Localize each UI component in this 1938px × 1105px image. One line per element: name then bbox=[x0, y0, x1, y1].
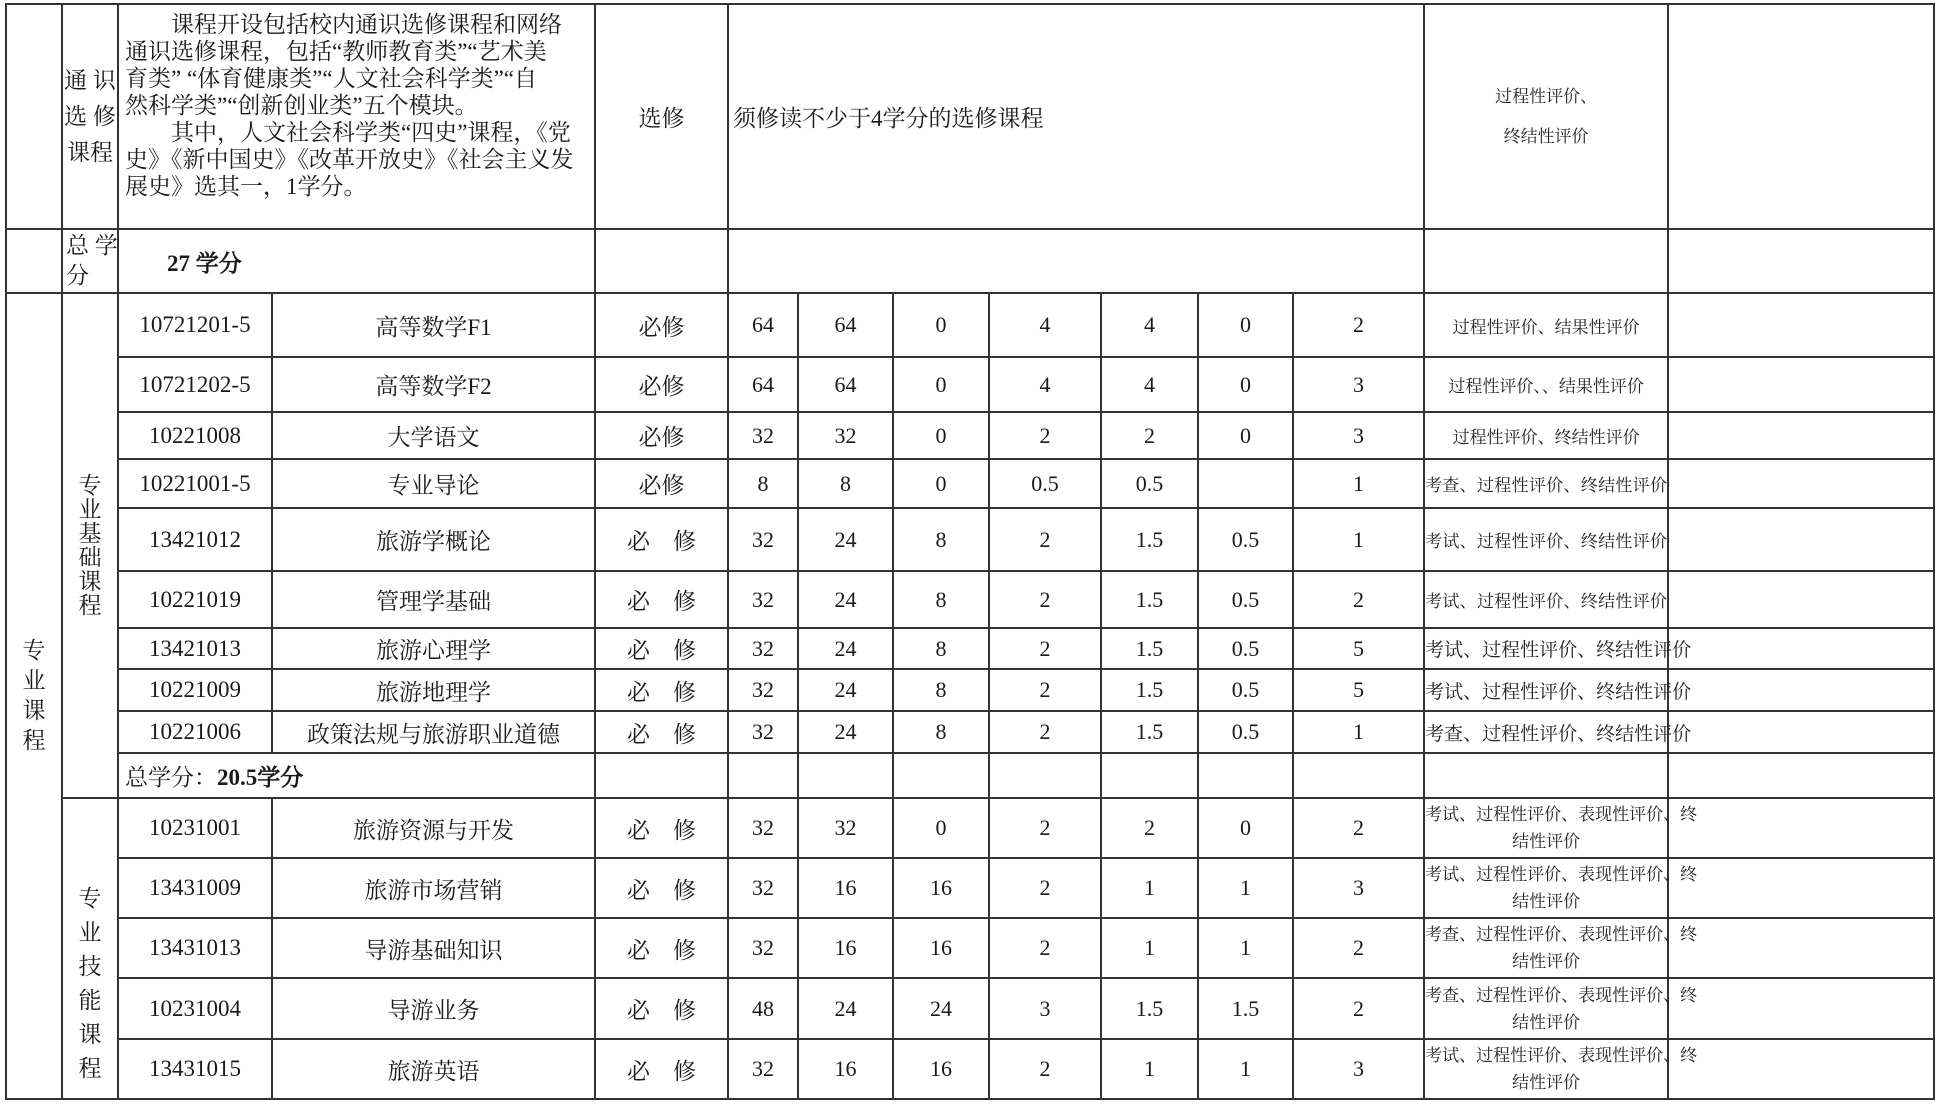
remark-cell bbox=[1668, 4, 1934, 229]
hours-theory: 64 bbox=[798, 293, 893, 357]
course-name: 高等数学F2 bbox=[272, 357, 595, 412]
credits-theory: 1.5 bbox=[1101, 628, 1198, 669]
hours-total: 64 bbox=[728, 293, 798, 357]
empty-cell bbox=[989, 753, 1101, 798]
evaluation-cell: 考试、过程性评价、表现性评价、终 结性评价 bbox=[1424, 1039, 1668, 1099]
credits-practice: 0 bbox=[1198, 357, 1293, 412]
hours-total: 32 bbox=[728, 628, 798, 669]
course-name: 旅游学概论 bbox=[272, 508, 595, 571]
remark-cell bbox=[1668, 628, 1934, 669]
course-name: 旅游地理学 bbox=[272, 669, 595, 711]
course-code: 13431015 bbox=[118, 1039, 272, 1099]
course-row bbox=[6, 711, 1934, 753]
credits-practice: 1.5 bbox=[1198, 978, 1293, 1039]
evaluation-cell: 考试、过程性评价、终结性评价 bbox=[1424, 628, 1668, 669]
semester: 1 bbox=[1293, 459, 1424, 508]
remark-cell bbox=[1668, 753, 1934, 798]
credits-theory: 1.5 bbox=[1101, 669, 1198, 711]
general-elective-row bbox=[6, 4, 1934, 229]
course-code: 10231004 bbox=[118, 978, 272, 1039]
credits-total: 2 bbox=[989, 508, 1101, 571]
credits-practice: 0.5 bbox=[1198, 571, 1293, 628]
credits-theory: 1.5 bbox=[1101, 711, 1198, 753]
credits-theory: 4 bbox=[1101, 357, 1198, 412]
remark-cell bbox=[1668, 508, 1934, 571]
hours-theory: 24 bbox=[798, 628, 893, 669]
remark-cell bbox=[1668, 669, 1934, 711]
hours-practice: 16 bbox=[893, 918, 989, 978]
hours-total: 64 bbox=[728, 357, 798, 412]
credits-total: 2 bbox=[989, 711, 1101, 753]
semester: 2 bbox=[1293, 571, 1424, 628]
semester: 3 bbox=[1293, 357, 1424, 412]
course-row bbox=[6, 293, 1934, 357]
course-type: 必 修 bbox=[595, 858, 728, 918]
empty-cell bbox=[728, 753, 798, 798]
evaluation-cell: 过程性评价、、结果性评价 bbox=[1424, 357, 1668, 412]
general-elective-type: 选修 bbox=[595, 4, 728, 229]
course-code: 10221006 bbox=[118, 711, 272, 753]
evaluation-cell: 考试、过程性评价、终结性评价 bbox=[1424, 669, 1668, 711]
hours-practice: 0 bbox=[893, 412, 989, 459]
course-row bbox=[6, 669, 1934, 711]
hours-theory: 16 bbox=[798, 858, 893, 918]
credits-theory: 1 bbox=[1101, 1039, 1198, 1099]
course-name: 旅游资源与开发 bbox=[272, 798, 595, 858]
hours-total: 32 bbox=[728, 571, 798, 628]
basic-total-value: 20.5学分 bbox=[217, 765, 304, 790]
hours-theory: 64 bbox=[798, 357, 893, 412]
total-credits-value: 27 学分 bbox=[118, 229, 595, 293]
credits-total: 0.5 bbox=[989, 459, 1101, 508]
course-row bbox=[6, 459, 1934, 508]
evaluation-cell: 过程性评价、终结性评价 bbox=[1424, 412, 1668, 459]
course-name: 大学语文 bbox=[272, 412, 595, 459]
hours-theory: 24 bbox=[798, 571, 893, 628]
hours-total: 32 bbox=[728, 798, 798, 858]
credits-theory: 1 bbox=[1101, 858, 1198, 918]
hours-practice: 24 bbox=[893, 978, 989, 1039]
hours-practice: 0 bbox=[893, 293, 989, 357]
hours-theory: 24 bbox=[798, 508, 893, 571]
course-type: 必 修 bbox=[595, 1039, 728, 1099]
hours-theory: 24 bbox=[798, 711, 893, 753]
course-type: 必修 bbox=[595, 459, 728, 508]
course-code: 13421013 bbox=[118, 628, 272, 669]
course-name: 高等数学F1 bbox=[272, 293, 595, 357]
course-code: 10221009 bbox=[118, 669, 272, 711]
credits-total: 2 bbox=[989, 918, 1101, 978]
hours-theory: 24 bbox=[798, 978, 893, 1039]
empty-cell bbox=[1424, 753, 1668, 798]
evaluation-cell: 考查、过程性评价、表现性评价、终 结性评价 bbox=[1424, 978, 1668, 1039]
evaluation-cell: 过程性评价、结果性评价 bbox=[1424, 293, 1668, 357]
total-credits-row bbox=[6, 229, 1934, 293]
course-row bbox=[6, 858, 1934, 918]
basic-total-prefix: 总学分： bbox=[125, 765, 217, 790]
credits-total: 2 bbox=[989, 571, 1101, 628]
credits-practice: 1 bbox=[1198, 918, 1293, 978]
general-elective-description: 课程开设包括校内通识选修课程和网络 通识选修课程，包括“教师教育类”“艺术美 育类” “体育健康类”“人文社会科学类”“自 然科学类”“创新创业类”五个模块。 其中，人文社会科学类“四史”课程，《党 史》《新中国史》《改革开放史》《社会主义发 展史》选其一，1学分。 bbox=[118, 4, 595, 229]
credits-total: 4 bbox=[989, 293, 1101, 357]
total-credits-label: 总 学 分 bbox=[62, 229, 118, 293]
evaluation-cell: 考查、过程性评价、终结性评价 bbox=[1424, 711, 1668, 753]
semester: 3 bbox=[1293, 412, 1424, 459]
course-name: 管理学基础 bbox=[272, 571, 595, 628]
credits-theory: 2 bbox=[1101, 412, 1198, 459]
hours-total: 48 bbox=[728, 978, 798, 1039]
credits-total: 4 bbox=[989, 357, 1101, 412]
remark-cell bbox=[1668, 357, 1934, 412]
evaluation-cell: 考试、过程性评价、表现性评价、终 结性评价 bbox=[1424, 858, 1668, 918]
credits-practice: 0 bbox=[1198, 798, 1293, 858]
course-code: 13431013 bbox=[118, 918, 272, 978]
course-type: 必修 bbox=[595, 412, 728, 459]
credits-practice: 0 bbox=[1198, 412, 1293, 459]
semester: 1 bbox=[1293, 508, 1424, 571]
course-code: 10721201-5 bbox=[118, 293, 272, 357]
course-name: 政策法规与旅游职业道德 bbox=[272, 711, 595, 753]
empty-cell bbox=[728, 229, 1424, 293]
course-type: 必 修 bbox=[595, 978, 728, 1039]
course-type: 必 修 bbox=[595, 918, 728, 978]
remark-cell bbox=[1668, 412, 1934, 459]
course-row bbox=[6, 357, 1934, 412]
remark-cell bbox=[1668, 798, 1934, 858]
course-type: 必修 bbox=[595, 357, 728, 412]
remark-cell bbox=[1668, 1039, 1934, 1099]
hours-practice: 8 bbox=[893, 571, 989, 628]
semester: 2 bbox=[1293, 798, 1424, 858]
hours-total: 32 bbox=[728, 508, 798, 571]
course-row bbox=[6, 508, 1934, 571]
credits-total: 2 bbox=[989, 669, 1101, 711]
credits-theory: 2 bbox=[1101, 798, 1198, 858]
course-code: 10221008 bbox=[118, 412, 272, 459]
evaluation-cell: 考试、过程性评价、表现性评价、终 结性评价 bbox=[1424, 798, 1668, 858]
course-code: 10231001 bbox=[118, 798, 272, 858]
course-type: 必 修 bbox=[595, 669, 728, 711]
credits-theory: 4 bbox=[1101, 293, 1198, 357]
hours-theory: 16 bbox=[798, 918, 893, 978]
hours-practice: 0 bbox=[893, 459, 989, 508]
evaluation-cell: 考试、过程性评价、终结性评价 bbox=[1424, 508, 1668, 571]
course-type: 必 修 bbox=[595, 508, 728, 571]
hours-theory: 24 bbox=[798, 669, 893, 711]
credits-total: 2 bbox=[989, 1039, 1101, 1099]
course-code: 10221019 bbox=[118, 571, 272, 628]
semester: 1 bbox=[1293, 711, 1424, 753]
major-courses-label: 专 业 课 程 bbox=[6, 293, 62, 1099]
credits-total: 2 bbox=[989, 858, 1101, 918]
hours-practice: 8 bbox=[893, 669, 989, 711]
course-row bbox=[6, 798, 1934, 858]
hours-practice: 0 bbox=[893, 357, 989, 412]
credits-total: 3 bbox=[989, 978, 1101, 1039]
general-elective-label: 通 识 选 修 课程 bbox=[62, 4, 118, 229]
credits-practice bbox=[1198, 459, 1293, 508]
empty-cell bbox=[1198, 753, 1293, 798]
remark-cell bbox=[1668, 459, 1934, 508]
hours-practice: 8 bbox=[893, 508, 989, 571]
empty-cell bbox=[1293, 753, 1424, 798]
empty-cell bbox=[595, 229, 728, 293]
course-code: 10721202-5 bbox=[118, 357, 272, 412]
semester: 2 bbox=[1293, 918, 1424, 978]
credits-total: 2 bbox=[989, 412, 1101, 459]
course-row bbox=[6, 628, 1934, 669]
course-type: 必修 bbox=[595, 293, 728, 357]
credits-theory: 1.5 bbox=[1101, 571, 1198, 628]
credits-total: 2 bbox=[989, 628, 1101, 669]
course-code: 10221001-5 bbox=[118, 459, 272, 508]
hours-practice: 16 bbox=[893, 858, 989, 918]
course-name: 专业导论 bbox=[272, 459, 595, 508]
general-elective-evaluation: 过程性评价、 终结性评价 bbox=[1424, 4, 1668, 229]
hours-total: 32 bbox=[728, 711, 798, 753]
hours-total: 32 bbox=[728, 918, 798, 978]
credits-theory: 1.5 bbox=[1101, 508, 1198, 571]
credits-practice: 0 bbox=[1198, 293, 1293, 357]
course-type: 必 修 bbox=[595, 571, 728, 628]
remark-cell bbox=[1668, 229, 1934, 293]
basic-sum-row bbox=[6, 753, 1934, 798]
remark-cell bbox=[1668, 918, 1934, 978]
semester: 3 bbox=[1293, 1039, 1424, 1099]
hours-total: 32 bbox=[728, 858, 798, 918]
hours-theory: 8 bbox=[798, 459, 893, 508]
hours-practice: 16 bbox=[893, 1039, 989, 1099]
course-type: 必 修 bbox=[595, 798, 728, 858]
remark-cell bbox=[1668, 858, 1934, 918]
course-row bbox=[6, 978, 1934, 1039]
empty-cell bbox=[798, 753, 893, 798]
course-row bbox=[6, 918, 1934, 978]
hours-practice: 8 bbox=[893, 628, 989, 669]
semester: 5 bbox=[1293, 628, 1424, 669]
remark-cell bbox=[1668, 978, 1934, 1039]
outer-spacer-cell bbox=[6, 229, 62, 293]
empty-cell bbox=[893, 753, 989, 798]
empty-cell bbox=[595, 753, 728, 798]
empty-cell bbox=[1424, 229, 1668, 293]
hours-total: 32 bbox=[728, 1039, 798, 1099]
course-type: 必 修 bbox=[595, 628, 728, 669]
credits-total: 2 bbox=[989, 798, 1101, 858]
hours-total: 8 bbox=[728, 459, 798, 508]
course-code: 13431009 bbox=[118, 858, 272, 918]
basic-total-credits bbox=[118, 753, 595, 798]
course-code: 13421012 bbox=[118, 508, 272, 571]
course-name: 旅游英语 bbox=[272, 1039, 595, 1099]
course-name: 旅游市场营销 bbox=[272, 858, 595, 918]
curriculum-table bbox=[5, 3, 1935, 1100]
credits-practice: 1 bbox=[1198, 1039, 1293, 1099]
outer-spacer-cell bbox=[6, 4, 62, 229]
remark-cell bbox=[1668, 293, 1934, 357]
course-row bbox=[6, 1039, 1934, 1099]
course-name: 导游业务 bbox=[272, 978, 595, 1039]
hours-theory: 32 bbox=[798, 798, 893, 858]
course-name: 旅游心理学 bbox=[272, 628, 595, 669]
credits-theory: 1.5 bbox=[1101, 978, 1198, 1039]
credits-practice: 1 bbox=[1198, 858, 1293, 918]
remark-cell bbox=[1668, 571, 1934, 628]
evaluation-cell: 考查、过程性评价、终结性评价 bbox=[1424, 459, 1668, 508]
major-skill-label: 专 业 技 能 课 程 bbox=[62, 798, 118, 1099]
credits-practice: 0.5 bbox=[1198, 669, 1293, 711]
general-elective-requirement: 须修读不少于4学分的选修课程 bbox=[728, 4, 1424, 229]
course-row bbox=[6, 571, 1934, 628]
course-type: 必 修 bbox=[595, 711, 728, 753]
evaluation-cell: 考查、过程性评价、表现性评价、终 结性评价 bbox=[1424, 918, 1668, 978]
remark-cell bbox=[1668, 711, 1934, 753]
semester: 2 bbox=[1293, 978, 1424, 1039]
credits-theory: 0.5 bbox=[1101, 459, 1198, 508]
major-basic-label: 专 业 基 础 课 程 bbox=[62, 293, 118, 798]
credits-practice: 0.5 bbox=[1198, 508, 1293, 571]
credits-practice: 0.5 bbox=[1198, 711, 1293, 753]
hours-practice: 0 bbox=[893, 798, 989, 858]
course-name: 导游基础知识 bbox=[272, 918, 595, 978]
hours-theory: 16 bbox=[798, 1039, 893, 1099]
credits-practice: 0.5 bbox=[1198, 628, 1293, 669]
semester: 5 bbox=[1293, 669, 1424, 711]
empty-cell bbox=[1101, 753, 1198, 798]
hours-practice: 8 bbox=[893, 711, 989, 753]
hours-total: 32 bbox=[728, 669, 798, 711]
credits-theory: 1 bbox=[1101, 918, 1198, 978]
hours-theory: 32 bbox=[798, 412, 893, 459]
course-row bbox=[6, 412, 1934, 459]
hours-total: 32 bbox=[728, 412, 798, 459]
semester: 2 bbox=[1293, 293, 1424, 357]
evaluation-cell: 考试、过程性评价、终结性评价 bbox=[1424, 571, 1668, 628]
semester: 3 bbox=[1293, 858, 1424, 918]
